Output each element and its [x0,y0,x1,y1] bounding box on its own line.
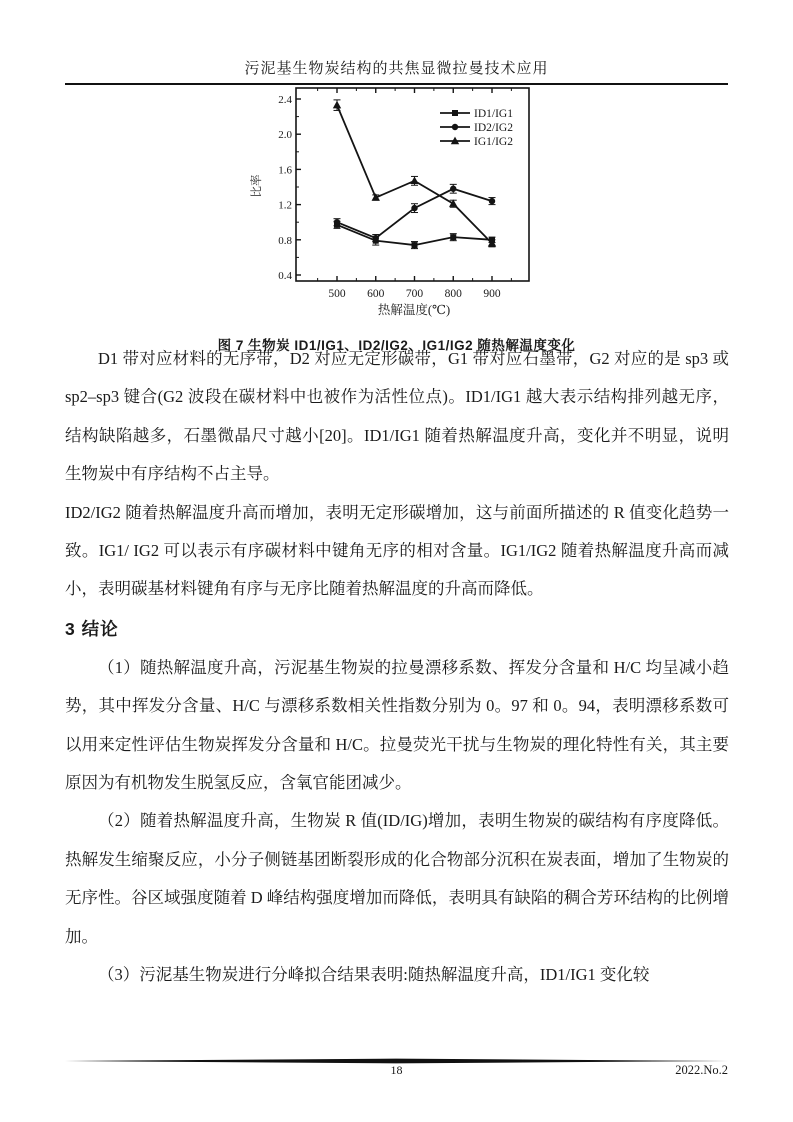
body-text [65,340,729,995]
svg-text:0.8: 0.8 [278,234,292,247]
conclusion-item-1: （1）随热解温度升高，污泥基生物炭的拉曼漂移系数、挥发分含量和 H/C 均呈减小趋势，其中挥发分含量、H/C 与漂移系数相关性指数分别为 0。97 和 0。94，表明漂移系数可以用来定性评估生物炭挥发分含量和 H/C。拉曼荧光干扰与生物炭的理化特性有关，其主要原因为有机物发生脱氢反应，含氧官能团减少。 [65,657,729,793]
svg-text:1.2: 1.2 [278,199,292,212]
svg-text:IG1/IG2: IG1/IG2 [474,136,513,148]
svg-text:热解温度(℃): 热解温度(℃) [377,303,451,317]
section-heading-conclusion: 3 结论 [65,618,119,639]
figure-7-chart [248,86,548,330]
svg-text:700: 700 [405,288,424,300]
paragraph-id2-ig2: ID2/IG2 随着热解温度升高而增加，表明无定形碳增加，这与前面所描述的 R 值变化趋势一致。IG1/ IG2 可以表示有序碳材料中键角无序的相对含量。IG1/IG2 随着热解温度升高而减小，表明碳基材料键角有序与无序比随着热解温度的升高而降低。 [65,502,729,599]
svg-text:比率: 比率 [251,174,263,198]
line-chart [248,86,548,330]
issue-label: 2022.No.2 [675,1063,728,1077]
page-number: 18 [390,1063,403,1077]
svg-text:800: 800 [444,288,462,300]
svg-text:600: 600 [367,288,385,300]
paragraph-d1-bands: D1 带对应材料的无序带，D2 对应无定形碳带，G1 带对应石墨带，G2 对应的是 sp3 或 sp2–sp3 键合(G2 波段在碳材料中也被作为活性位点)。ID1/IG1 越大表示结构排列越无序，结构缺陷越多，石墨微晶尺寸越小[20]。ID1/IG1 随着热解温度升高，变化并不明显，说明生物炭中有序结构不占主导。 [65,349,729,484]
conclusion-item-2: （2）随着热解温度升高，生物炭 R 值(ID/IG)增加，表明生物炭的碳结构有序度降低。热解发生缩聚反应，小分子侧链基团断裂形成的化合物部分沉积在炭表面，增加了生物炭的无序性。谷区域强度随着 D 峰结构强度增加而降低，表明具有缺陷的稠合芳环结构的比例增加。 [65,811,729,946]
svg-text:500: 500 [328,288,346,300]
figure-caption: 图 7 生物炭 ID1/IG1、ID2/IG2、IG1/IG2 随热解温度变化 [217,338,576,353]
header-rule [65,83,728,85]
svg-text:1.6: 1.6 [278,164,292,177]
running-head-title: 污泥基生物炭结构的共焦显微拉曼技术应用 [244,61,549,77]
svg-text:2.0: 2.0 [278,129,292,142]
svg-text:ID1/IG1: ID1/IG1 [474,108,513,120]
footer-rule [65,1052,728,1059]
svg-text:900: 900 [483,288,501,300]
svg-text:0.4: 0.4 [278,270,292,282]
conclusion-item-3: （3）污泥基生物炭进行分峰拟合结果表明:随热解温度升高，ID1/IG1 变化较 [98,965,650,985]
svg-text:2.4: 2.4 [278,94,292,106]
svg-text:ID2/IG2: ID2/IG2 [474,122,513,134]
